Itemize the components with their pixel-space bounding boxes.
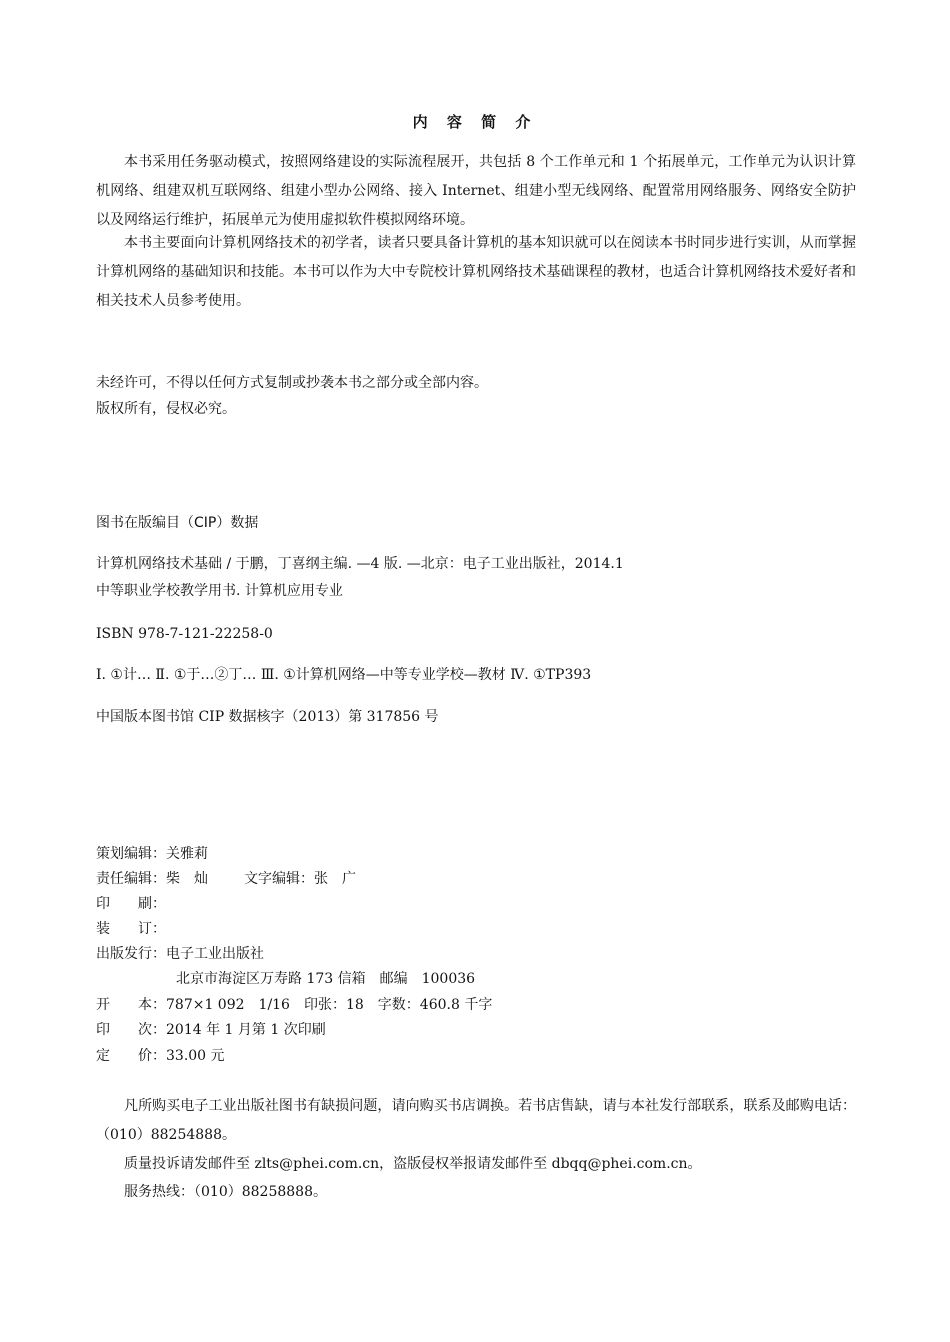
credit-label: 文字编辑： [244, 871, 314, 887]
credit-editors [96, 868, 356, 890]
credit-label: 印 次： [96, 1022, 166, 1038]
cip-record-series: 中等职业学校教学用书. 计算机应用专业 [96, 583, 343, 599]
copyright-notice: 未经许可，不得以任何方式复制或抄袭本书之部分或全部内容。 [96, 375, 488, 391]
credit-value: 关雅莉 [166, 846, 208, 862]
cip-record-title: 计算机网络技术基础 / 于鹏，丁喜纲主编. —4 版. —北京：电子工业出版社，2014.1 [96, 556, 624, 572]
credit-address: 北京市海淀区万寿路 173 信箱 邮编 100036 [176, 971, 476, 987]
credit-value: 2014 年 1 月第 1 次印刷 [166, 1022, 326, 1038]
cip-heading: 图书在版编目（CIP）数据 [96, 515, 259, 531]
intro-title: 内 容 简 介 [412, 113, 538, 131]
notice-complaints: 质量投诉请发邮件至 zlts@phei.com.cn，盗版侵权举报请发邮件至 dbqq@phei.com.cn。 [124, 1156, 702, 1172]
credit-planning-editor [96, 843, 208, 865]
notice-exchange: 凡所购买电子工业出版社图书有缺损问题，请向购买书店调换。若书店售缺，请与本社发行部联系，联系及邮购电话：（010）88254888。 [96, 1098, 856, 1143]
credit-label: 开 本： [96, 997, 166, 1013]
credit-label: 出版发行： [96, 946, 166, 962]
cip-classification: Ⅰ. ①计… Ⅱ. ①于…②丁… Ⅲ. ①计算机网络—中等专业学校—教材 Ⅳ. ①TP393 [96, 667, 592, 683]
credit-impression [96, 1019, 326, 1041]
rights-reserved: 版权所有，侵权必究。 [96, 401, 236, 417]
credit-value: 787×1 092 1/16 印张：18 字数：460.8 千字 [166, 997, 493, 1013]
credit-label: 装 订： [96, 921, 166, 937]
credit-format [96, 994, 492, 1016]
credit-value: 电子工业出版社 [166, 946, 264, 962]
credit-value: 柴 灿 [166, 871, 208, 887]
cip-isbn: ISBN 978-7-121-22258-0 [96, 626, 273, 642]
notice-hotline: 服务热线：（010）88258888。 [124, 1184, 327, 1200]
credit-label: 责任编辑： [96, 871, 166, 887]
credit-label: 定 价： [96, 1048, 166, 1064]
credit-printing [96, 893, 166, 915]
intro-paragraph-1: 本书采用任务驱动模式，按照网络建设的实际流程展开，共包括 8 个工作单元和 1 个拓展单元，工作单元为认识计算机网络、组建双机互联网络、组建小型办公网络、接入 Internet、组建小型无线网络、配置常用网络服务、网络安全防护以及网络运行维护，拓展单元为使用虚拟软件模拟网络环境。 [96, 154, 856, 228]
intro-paragraph-2: 本书主要面向计算机网络技术的初学者，读者只要具备计算机的基本知识就可以在阅读本书时同步进行实训，从而掌握计算机网络的基础知识和技能。本书可以作为大中专院校计算机网络技术基础课程的教材，也适合计算机网络技术爱好者和相关技术人员参考使用。 [96, 235, 856, 309]
credit-publisher [96, 943, 264, 965]
credit-label: 印 刷： [96, 896, 166, 912]
credit-value: 张 广 [314, 871, 356, 887]
cip-library-number: 中国版本图书馆 CIP 数据核字（2013）第 317856 号 [96, 709, 439, 725]
credit-price [96, 1045, 225, 1067]
credit-label: 策划编辑： [96, 846, 166, 862]
credit-binding [96, 918, 166, 940]
credit-value: 33.00 元 [166, 1048, 225, 1064]
